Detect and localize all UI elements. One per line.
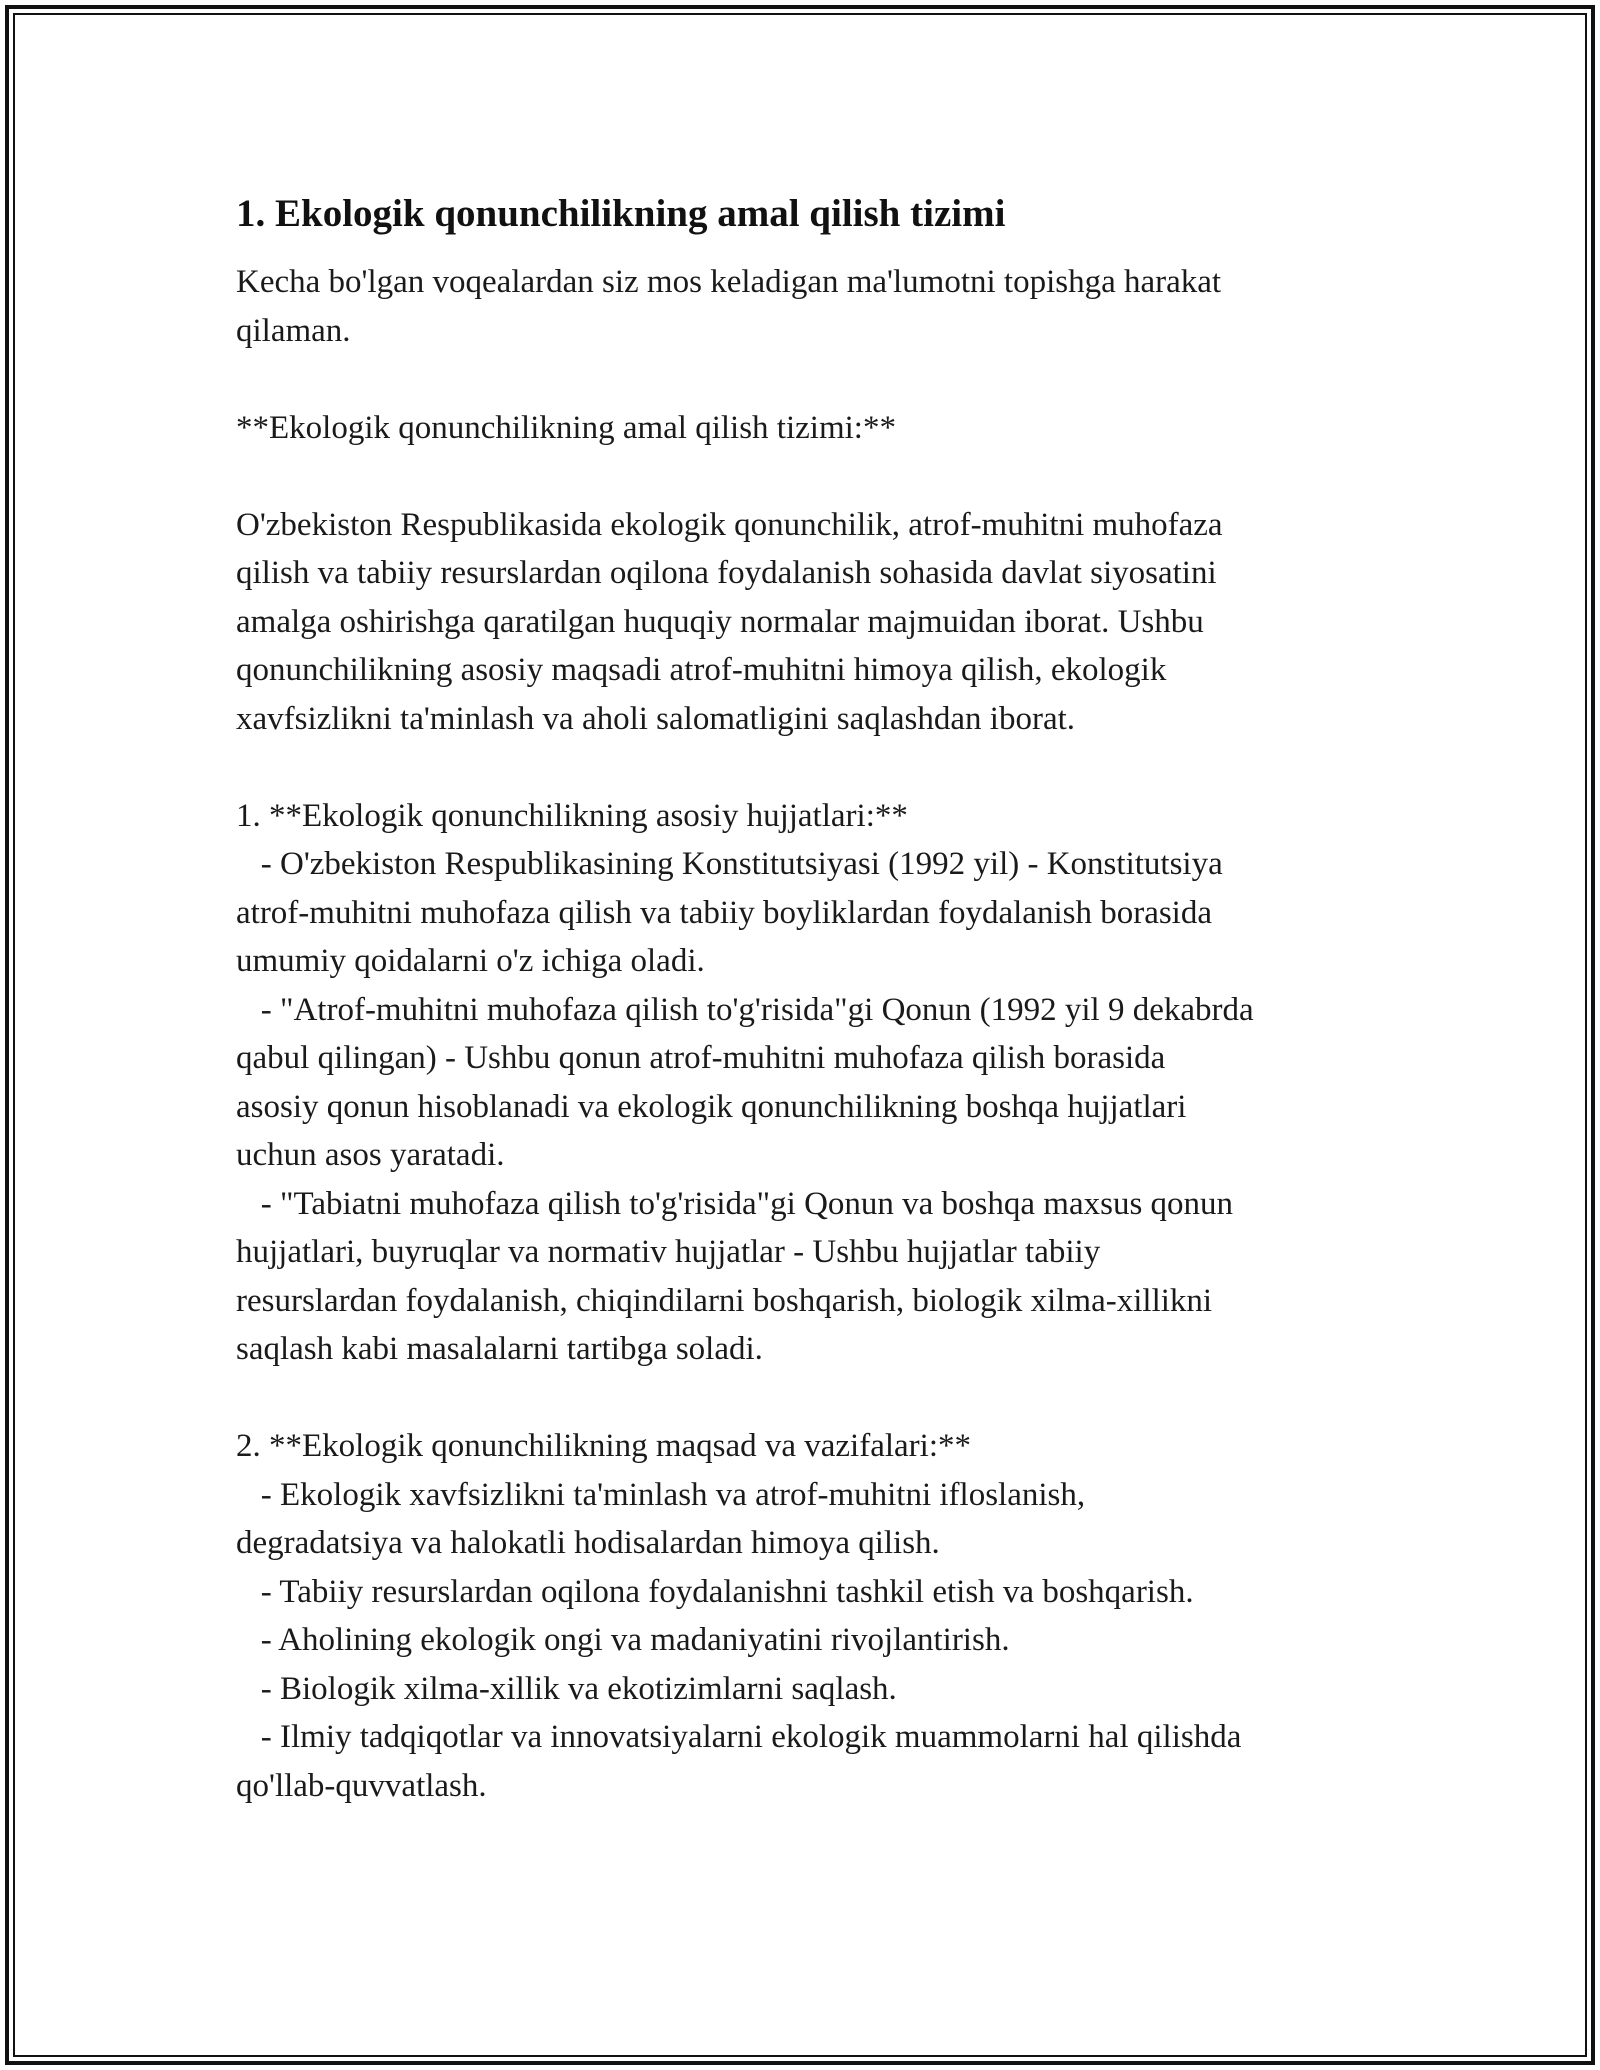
document-title: 1. Ekologik qonunchilikning amal qilish tizimi [236, 192, 1006, 235]
document-content [236, 186, 1376, 1810]
document-body: Kecha bo'lgan voqealardan siz mos keladigan ma'lumotni topishga harakat qilaman. **Ekologik qonunchilikning amal qilish tizimi:** O'zbekiston Respublikasida ekologik qonunchilik, atrof-muhitni muhofaza qilish va tabiiy resurslardan oqilona foydalanish sohasida davlat siyosatini amalga oshirishga qaratilgan huquqiy normalar majmuidan iborat. Ushbu qonunchilikning asosiy maqsadi atrof-muhitni himoya qilish, ekologik xavfsizlikni ta'minlash va aholi salomatligini saqlashdan iborat. 1. **Ekologik qonunchilikning asosiy hujjatlari:** - O'zbekiston Respublikasining Konstitutsiyasi (1992 yil) - Konstitutsiya atrof-muhitni muhofaza qilish va tabiiy boyliklardan foydalanish borasida umumiy qoidalarni o'z ichiga oladi. - "Atrof-muhitni muhofaza qilish to'g'risida"gi Qonun (1992 yil 9 dekabrda qabul qilingan) - Ushbu qonun atrof-muhitni muhofaza qilish borasida asosiy qonun hisoblanadi va ekologik qonunchilikning boshqa hujjatlari uchun asos yaratadi. - "Tabiatni muhofaza qilish to'g'risida"gi Qonun va boshqa maxsus qonun hujjatlari, buyruqlar va normativ hujjatlar - Ushbu hujjatlar tabiiy resurslardan foydalanish, chiqindilarni boshqarish, biologik xilma-xillikni saqlash kabi masalalarni tartibga soladi. 2. **Ekologik qonunchilikning maqsad va vazifalari:** - Ekologik xavfsizlikni ta'minlash va atrof-muhitni ifloslanish, degradatsiya va halokatli hodisalardan himoya qilish. - Tabiiy resurslardan oqilona foydalanishni tashkil etish va boshqarish. - Aholining ekologik ongi va madaniyatini rivojlantirish. - Biologik xilma-xillik va ekotizimlarni saqlash. - Ilmiy tadqiqotlar va innovatsiyalarni ekologik muammolarni hal qilishda qo'llab-quvvatlash. [236, 264, 1254, 1804]
